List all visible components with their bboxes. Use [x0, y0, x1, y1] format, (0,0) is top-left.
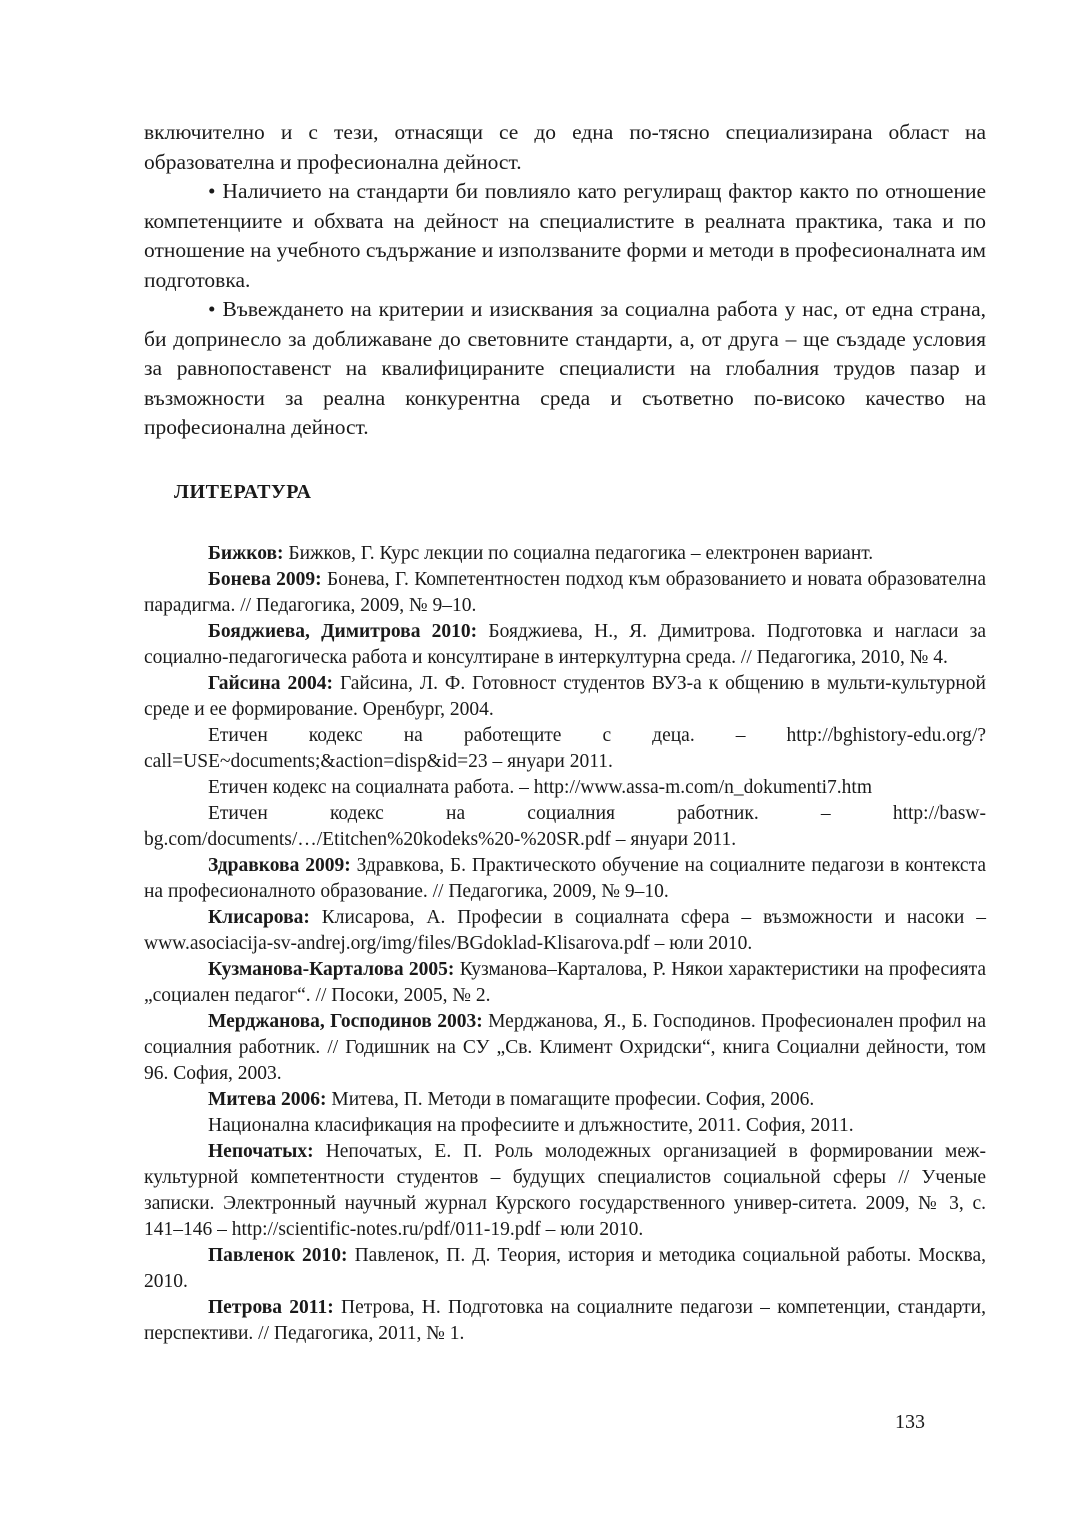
reference-text: Бижков, Г. Курс лекции по социална педагогика – електронен вариант. — [283, 542, 874, 564]
reference-item — [144, 853, 986, 905]
reference-item — [144, 1113, 986, 1139]
reference-item — [144, 1139, 986, 1243]
reference-item — [144, 619, 986, 671]
reference-item — [144, 801, 986, 853]
reference-item — [144, 671, 986, 723]
reference-key: Кузманова-Карталова 2005: — [208, 958, 455, 980]
reference-text: Бонева, Г. Компетентностен подход към образованието и новата образователна парадигма. // Педагогика, 2009, № 9–10. — [144, 568, 987, 616]
page-content — [144, 118, 986, 1347]
reference-item — [144, 1295, 986, 1347]
reference-text: Здравкова, Б. Практическото обучение на социалните педагози в контекста на професионалното образование. // Педагогика, 2009, № 9–10. — [144, 854, 986, 902]
reference-text: Павленок, П. Д. Теория, история и методика социальной работы. Москва, 2010. — [144, 1244, 986, 1292]
reference-text: Непочатых, Е. П. Роль молодежных организацией в формировании меж-культурной компетентности студентов – будущих специалистов социальной сферы // Ученые записки. Электронный научный журнал Курского государственного универ-ситета. 2009, № 3, с. 141–146 – http://scientific-notes.ru/pdf/011-19.pdf – юли 2010. — [144, 1140, 986, 1240]
reference-key: Гайсина 2004: — [208, 672, 334, 694]
reference-key: Здравкова 2009: — [208, 854, 351, 876]
page-number: 133 — [895, 1411, 925, 1433]
reference-key: Мерджанова, Господинов 2003: — [208, 1010, 483, 1032]
reference-key: Бояджиева, Димитрова 2010: — [208, 620, 478, 642]
reference-list — [144, 541, 986, 1347]
reference-text: Гайсина, Л. Ф. Готовност студентов ВУЗ-а к общению в мульти-культурной среде и ее формирование. Оренбург, 2004. — [144, 672, 986, 720]
reference-item — [144, 567, 986, 619]
reference-item — [144, 775, 986, 801]
reference-item — [144, 723, 986, 775]
reference-key: Петрова 2011: — [208, 1296, 334, 1318]
reference-item — [144, 1243, 986, 1295]
bullet-paragraph-criteria: • Въвеждането на критерии и изисквания за социална работа у нас, от една страна, би допринесло за доближаване до световните стандарти, а, от друга – ще създаде условия за равнопоставенст на квалифицираните специалисти на глобалния трудов пазар и възможности за реална конкурентна среда и съответно по-високо качество на професионална дейност. — [144, 297, 986, 439]
reference-text: Митева, П. Методи в помагащите професии. София, 2006. — [326, 1088, 815, 1110]
body-text — [144, 118, 986, 443]
reference-text: Петрова, Н. Подготовка на социалните педагози – компетенции, стандарти, перспективи. // Педагогика, 2011, № 1. — [144, 1296, 986, 1344]
reference-text: Бояджиева, Н., Я. Димитрова. Подготовка и нагласи за социално-педагогическа работа и консултиране в интеркултурна среда. // Педагогика, 2010, № 4. — [144, 620, 986, 668]
reference-item — [144, 905, 986, 957]
reference-text: Етичен кодекс на работещите с деца. – http://bghistory-edu.org/?call=USE~documents;&action=disp&id=23 – януари 2011. — [144, 724, 986, 772]
reference-text: Мерджанова, Я., Б. Господинов. Професионален профил на социалния работник. // Годишник на СУ „Св. Климент Охридски“, книга Социални дейности, том 96. София, 2003. — [144, 1010, 986, 1084]
reference-item — [144, 957, 986, 1009]
reference-key: Бонева 2009: — [208, 568, 322, 590]
reference-text: Кузманова–Карталова, Р. Някои характеристики на професията „социален педагог“. // Посоки, 2005, № 2. — [144, 958, 986, 1006]
section-heading: ЛИТЕРАТУРА — [174, 480, 312, 503]
reference-key: Павленок 2010: — [208, 1244, 348, 1266]
reference-item — [144, 541, 986, 567]
reference-key: Митева 2006: — [208, 1088, 327, 1110]
reference-key: Бижков: — [208, 542, 284, 564]
reference-item — [144, 1009, 986, 1087]
reference-key: Клисарова: — [208, 906, 310, 928]
reference-text: Национална класификация на професиите и длъжностите, 2011. София, 2011. — [208, 1114, 854, 1136]
paragraph-continuation: включително и с тези, отнасящи се до една по-тясно специализирана област на образователна и професионална дейност. — [144, 120, 986, 174]
reference-key: Непочатых: — [208, 1140, 314, 1162]
reference-text: Етичен кодекс на социалната работа. – http://www.assa-m.com/n_dokumenti7.htm — [208, 776, 873, 798]
bullet-paragraph-standards: • Наличието на стандарти би повлияло като регулиращ фактор както по отношение компетенциите и обхвата на дейност на специалистите в реалната практика, така и по отношение на учебното съдържание и използваните форми и методи в професионалната им подготовка. — [144, 179, 986, 292]
reference-item — [144, 1087, 986, 1113]
reference-text: Етичен кодекс на социалния работник. – http://basw-bg.com/documents/…/Etitchen%20kodeks%20-%20SR.pdf – януари 2011. — [144, 802, 986, 850]
reference-text: Клисарова, А. Професии в социалната сфера – възможности и насоки – www.asociacija-sv-andrej.org/img/files/BGdoklad-Klisarova.pdf – юли 2010. — [144, 906, 986, 954]
